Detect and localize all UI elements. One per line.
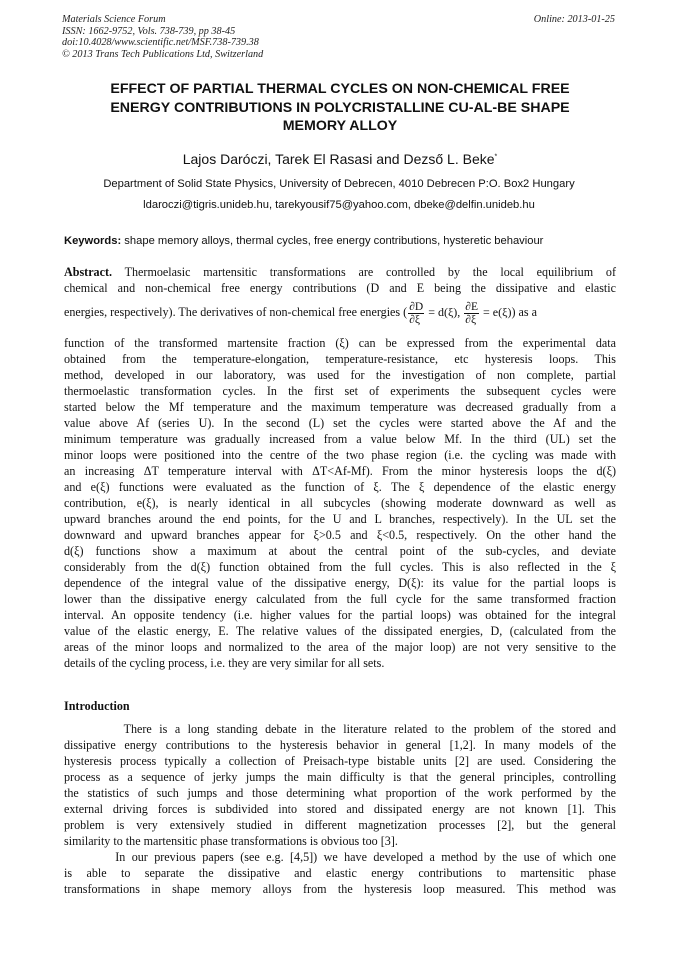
corresponding-author-marker: * <box>494 153 498 161</box>
intro-line: the statistics of such jumps and those determining what proportion of the work performed by the <box>64 786 616 800</box>
abstract-line: and e(ξ) functions were evaluated as the function of ξ. The ξ dependence of the elastic energy <box>64 480 616 494</box>
introduction-heading: Introduction <box>64 699 130 713</box>
abstract-line: minimum temperature was gradually increased from a value below Mf. In the third (UL) set the <box>64 432 616 446</box>
abstract-line: upward branches around the end points, for the U and L branches, respectively). In the UL set the <box>64 512 616 526</box>
abstract-line: an increasing ΔT temperature interval with ΔT<Af-Mf). From the minor hysteresis loops the d(ξ) <box>64 464 616 478</box>
abstract-line: thermoelastic transformation cycles. In the first set of experiments the subsequent cycles were <box>64 384 616 398</box>
copyright-line: © 2013 Trans Tech Publications Ltd, Switzerland <box>62 48 264 60</box>
abstract-line: considerably from the d(ξ) function obtained from the full cycles. This is also reflected in the ξ <box>64 560 616 574</box>
keywords-label: Keywords: <box>64 235 122 247</box>
intro-line: similarity to the martensitic phase transformations is obvious too [3]. <box>64 834 398 848</box>
keywords-line <box>64 235 624 247</box>
abstract-line: started below the Mf temperature and the maximum temperature was decreased gradually from a <box>64 400 616 414</box>
abstract-line: function of the transformed martensite fraction (ξ) can be expressed from the experimental data <box>64 336 616 350</box>
intro-line: process as a sequence of jerky jumps the main difficulty is that the general principles, controlling <box>64 770 616 784</box>
abstract-line: lower than the dissipative energy calculated from the full cycle for the same transformed fraction <box>64 592 616 606</box>
abstract-line: areas of the minor loops and normalized to the area of the major loop) are not very sensitive to the <box>64 640 616 654</box>
abstract-line: minor loops were positioned into the centre of the two phase region (i.e. the cycling was made with <box>64 448 616 462</box>
issn-line: ISSN: 1662-9752, Vols. 738-739, pp 38-45 <box>62 25 236 37</box>
intro-line: dissipative energy contributions to the hysteresis behavior in general [1,2]. In many models of the <box>64 738 616 752</box>
abstract-line: value of the elastic energy, E. The relative values of the dissipated energies, D, (calculated from the <box>64 624 616 638</box>
abstract-line: downward and upward branches appear for ξ>0.5 and ξ<0.5, respectively. On the other hand the <box>64 528 616 542</box>
title-line-1: EFFECT OF PARTIAL THERMAL CYCLES ON NON-CHEMICAL FREE <box>110 81 570 97</box>
abstract-line: dependence of the integral value of the dissipative energy, D(ξ): its value for the partial loops is <box>64 576 616 590</box>
journal-name: Materials Science Forum <box>62 14 166 25</box>
intro-line: is able to separate the dissipative and elastic energy contributions to martensitic phase <box>64 866 616 880</box>
intro-line: In our previous papers (see e.g. [4,5]) we have developed a method by the use of which one <box>64 850 616 864</box>
abstract-line: contribution, e(ξ), is nearly identical in all subcycles (showing moderate downward as well as <box>64 496 616 510</box>
abstract-label: Abstract. <box>64 265 113 279</box>
author-list <box>64 151 616 167</box>
abstract-line: obtained from the temperature-elongation, temperature-resistance, etc hysteresis loops. This <box>64 352 616 366</box>
abstract-line: Abstract. Thermoelasic martensitic transformations are controlled by the local equilibrium of <box>64 265 616 279</box>
abstract-line: d(ξ) functions show a maximum at about the central point of the sub-cycles, and deviate <box>64 544 616 558</box>
online-date: Online: 2013-01-25 <box>533 14 615 25</box>
title-line-2: ENERGY CONTRIBUTIONS IN POLYCRISTALLINE CU-AL-BE SHAPE <box>110 99 570 116</box>
affiliation: Department of Solid State Physics, University of Debrecen, 4010 Debrecen P:O. Box2 Hungary <box>103 178 575 190</box>
abstract-line: method, developed in our laboratory, was used for the investigation of non complete, partial <box>64 368 616 382</box>
author-emails: ldaroczi@tigris.unideb.hu, tarekyousif75@yahoo.com, dbeke@delfin.unideb.hu <box>143 199 535 211</box>
intro-line: transformations in shape memory alloys from the hysteresis loop measured. This method was <box>64 882 616 896</box>
title-line-3: MEMORY ALLOY <box>282 118 398 134</box>
derivative-equation: $\frac{\partial D}{\partial\xi}$ = d(ξ), $\frac{\partial E}{\partial\xi}$ = e(ξ) <box>409 300 512 326</box>
abstract-line: details of the cycling process, i.e. they are very similar for all sets. <box>64 656 385 670</box>
author-names: Lajos Daróczi, Tarek El Rasasi and Dezső L. Beke <box>182 151 495 167</box>
intro-line: There is a long standing debate in the literature related to the problem of the stored and <box>64 722 616 736</box>
keywords-text: shape memory alloys, thermal cycles, free energy contributions, hysteretic behaviour <box>121 235 544 247</box>
doi-line: doi:10.4028/www.scientific.net/MSF.738-739.38 <box>62 37 259 48</box>
abstract-equation-line: energies, respectively). The derivatives of non-chemical free energies ( $\frac{\partial D}{\partial\xi}$ = d(ξ), $\frac{\partial E}{\partial\xi}$ = e(ξ)) as a <box>64 300 537 326</box>
abstract-line: chemical and non-chemical free energy contributions (D and E being the dissipative and elastic <box>64 281 616 295</box>
journal-header <box>62 14 362 60</box>
intro-line: external driving forces is subdivided into stored and dissipated energy are not known [1]. This <box>64 802 616 816</box>
abstract-line: value above Af (series U). In the second (L) set the cycles were started above the Af and the <box>64 416 616 430</box>
abstract-line: interval. An opposite tendency (i.e. higher values for the partial loops) was obtained for the integral <box>64 608 616 622</box>
paper-title <box>64 80 616 136</box>
intro-line: hysteresis process typically a collection of Preisach-type bistable units [2] are used. Considering the <box>64 754 616 768</box>
intro-line: problem is very extensively studied in different magnetization processes [2], but the general <box>64 818 616 832</box>
